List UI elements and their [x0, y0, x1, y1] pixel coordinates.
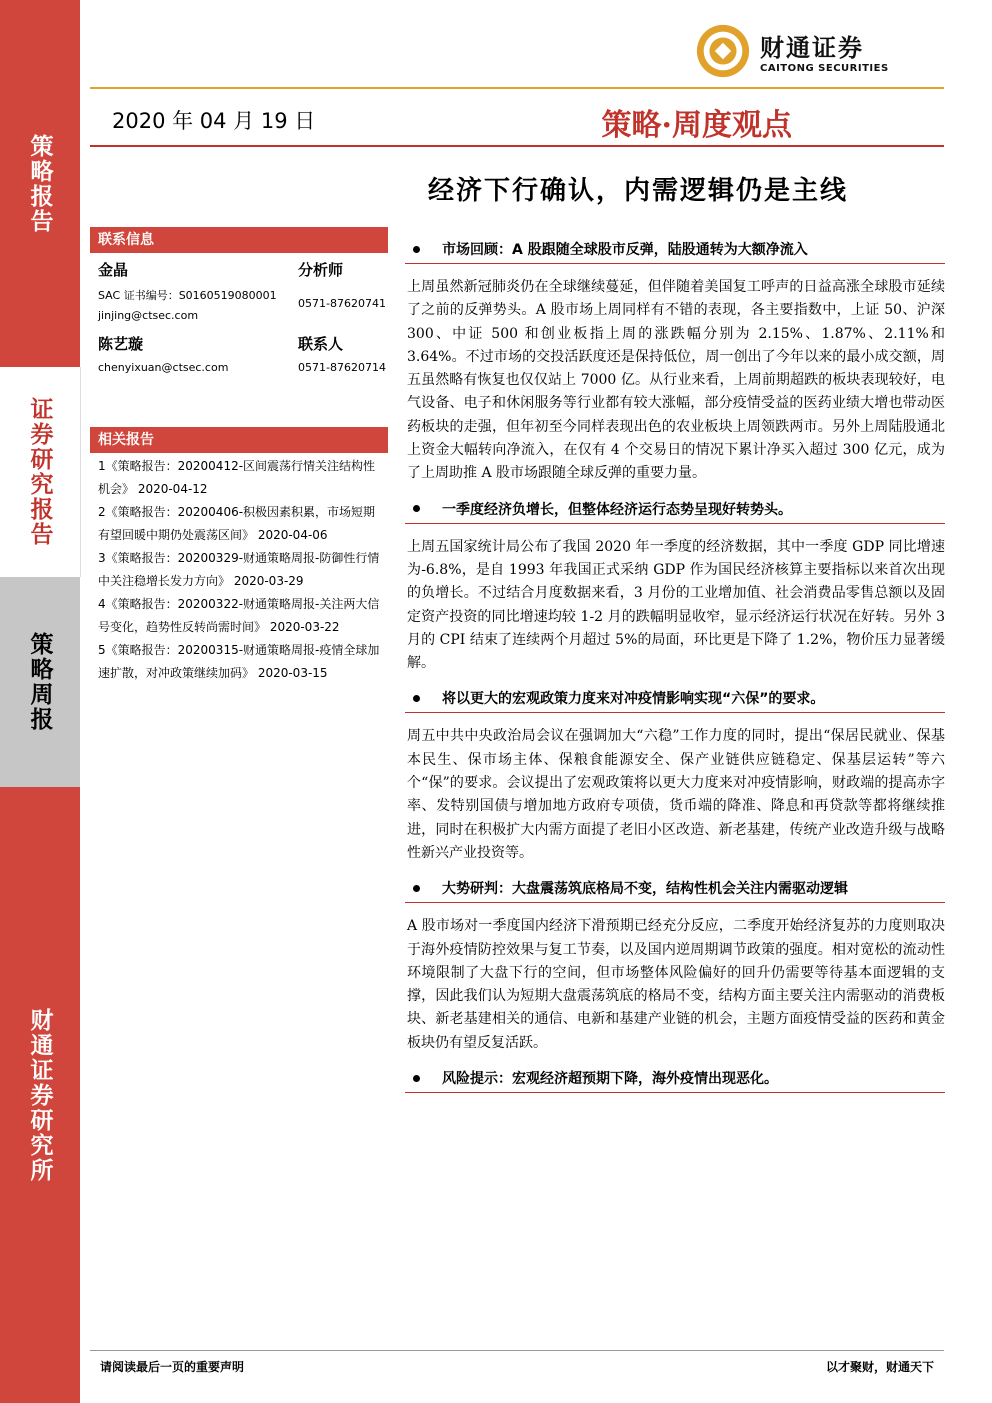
related-report-item[interactable]: 4《策略报告：20200322-财通策略周报-关注两大信号变化，趋势性反转尚需时间》 2020-03-22	[98, 597, 380, 634]
related-report-item[interactable]: 5《策略报告：20200315-财通策略周报-疫情全球加速扩散，对冲政策继续加码》 2020-03-15	[98, 643, 380, 680]
sidebar-report-type	[0, 0, 80, 367]
contact-name: 金晶	[98, 261, 129, 279]
section-heading-text: 市场回顾：A 股跟随全球股市反弹，陆股通转为大额净流入	[442, 242, 808, 258]
sidebar-label: 财通证券研究所	[26, 1007, 53, 1183]
bullet-icon	[413, 246, 420, 253]
contact-phone: 0571-87620714	[298, 361, 386, 374]
bullet-icon	[413, 505, 420, 512]
report-date: 2020 年 04 月 19 日	[112, 109, 316, 133]
section-heading-text: 大势研判：大盘震荡筑底格局不变，结构性机会关注内需驱动逻辑	[442, 881, 848, 898]
contact-sac: SAC 证书编号：S0160519080001	[98, 289, 277, 302]
contact-name: 陈艺璇	[98, 335, 144, 353]
contact-email[interactable]: jinjing@ctsec.com	[98, 309, 199, 322]
sidebar-institute	[0, 787, 80, 1403]
contact-role: 分析师	[298, 261, 344, 279]
contact-role: 联系人	[298, 335, 344, 353]
company-logo	[694, 22, 944, 80]
contact-heading: 联系信息	[90, 227, 388, 253]
related-report-item[interactable]: 1《策略报告：20200412-区间震荡行情关注结构性机会》 2020-04-12	[98, 459, 376, 496]
contact-info-section	[90, 227, 388, 407]
report-series: 策略·周度观点	[601, 108, 792, 143]
footer-slogan: 以才聚财，财通天下	[825, 1360, 934, 1374]
main-content	[405, 236, 945, 1093]
logo-english-name: CAITONG SECURITIES	[760, 63, 889, 74]
section-heading	[405, 685, 945, 713]
related-report-item[interactable]: 3《策略报告：20200329-财通策略周报-防御性行情中关注稳增长发力方向》 2020-03-29	[98, 551, 380, 588]
related-reports-section	[90, 427, 388, 687]
caitong-logo-icon	[694, 22, 752, 80]
sidebar-weekly	[0, 577, 80, 787]
footer-disclaimer[interactable]: 请阅读最后一页的重要声明	[100, 1360, 245, 1374]
page-title: 经济下行确认，内需逻辑仍是主线	[428, 176, 849, 206]
related-heading: 相关报告	[90, 427, 388, 453]
related-report-item[interactable]: 2《策略报告：20200406-积极因素积累，市场短期有望回暖中期仍处震荡区间》 2020-04-06	[98, 505, 376, 542]
bullet-icon	[413, 1075, 420, 1082]
sidebar-research-report	[0, 367, 81, 577]
bullet-icon	[413, 695, 420, 702]
sidebar-label: 证券研究报告	[26, 397, 53, 547]
footer-divider	[90, 1350, 944, 1351]
section-heading	[405, 496, 945, 524]
section-paragraph: 周五中共中央政治局会议在强调加大“六稳”工作力度的同时，提出“保居民就业、保基本民生、保市场主体、保粮食能源安全、保产业链供应链稳定、保基层运转”等六个“保”的要求。会议提出了宏观政策将以更大力度来对冲疫情影响，财政端的提高赤字率、发特别国债与增加地方政府专项债，货币端的降准、降息和再贷款等都将继续推进，同时在积极扩大内需方面提了老旧小区改造、新老基建，传统产业改造升级与战略性新兴产业投资等。	[407, 728, 945, 861]
section-heading	[405, 1065, 945, 1093]
section-heading-text: 将以更大的宏观政策力度来对冲疫情影响实现“六保”的要求。	[442, 691, 825, 708]
sidebar-label: 策略报告	[26, 133, 53, 234]
contact-email[interactable]: chenyixuan@ctsec.com	[98, 361, 229, 374]
section-heading	[405, 236, 945, 264]
logo-chinese-name: 财通证券	[760, 34, 864, 62]
bullet-icon	[413, 885, 420, 892]
section-paragraph: 上周五国家统计局公布了我国 2020 年一季度的经济数据，其中一季度 GDP 同比增速为-6.8%，是自 1993 年我国正式采纳 GDP 作为国民经济核算主要指标以来首次出现的负增长。不过结合月度数据来看，3 月份的工业增加值、社会消费品零售总额以及固定资产投资的同比增速均较 1-2 月的跌幅明显收窄，显示经济运行状况在好转。另外 3 月的 CPI 结束了连续两个月超过 5%的局面，环比更是下降了 1.2%，物价压力显著缓解。	[407, 538, 945, 672]
title-divider	[90, 145, 944, 147]
header-divider	[90, 87, 944, 89]
sidebar-label: 策略周报	[26, 632, 53, 732]
section-heading-text: 风险提示：宏观经济超预期下降，海外疫情出现恶化。	[442, 1071, 778, 1088]
contact-phone: 0571-87620741	[298, 297, 386, 310]
section-heading-text: 一季度经济负增长，但整体经济运行态势呈现好转势头。	[442, 501, 792, 518]
section-paragraph: A 股市场对一季度国内经济下滑预期已经充分反应，二季度开始经济复苏的力度则取决于海外疫情防控效果与复工节奏，以及国内逆周期调节政策的强度。相对宽松的流动性环境限制了大盘下行的空间，但市场整体风险偏好的回升仍需要等待基本面逻辑的支撑，因此我们认为短期大盘震荡筑底的格局不变，结构方面主要关注内需驱动的消费板块、新老基建相关的通信、电新和基建产业链的机会，主题方面疫情受益的医药和黄金板块仍有望反复活跃。	[407, 918, 945, 1051]
section-heading	[405, 875, 945, 903]
section-paragraph: 上周虽然新冠肺炎仍在全球继续蔓延，但伴随着美国复工呼声的日益高涨全球股市延续了之前的反弹势头。A 股市场上周同样有不错的表现，各主要指数中，上证 50、沪深 300、中证 500 和创业板指上周的涨跌幅分别为 2.15%、1.87%、2.11%和 3.64%。不过市场的交投活跃度还是保持低位，周一创出了今年以来的最小成交额，周五虽然略有恢复也仅仅站上 7000 亿。从行业来看，上周前期超跌的板块表现较好，电气设备、电子和休闲服务等行业都有较大涨幅，部分疫情受益的医药业绩大增也带动医药板块的走强，但年初至今同样表现出色的农业板块上周领跌两市。另外上周陆股通北上资金大幅转向净流入，在仅有 4 个交易日的情况下累计净买入超过 300 亿元，成为了上周助推 A 股市场跟随全球反弹的重要力量。	[407, 279, 945, 482]
